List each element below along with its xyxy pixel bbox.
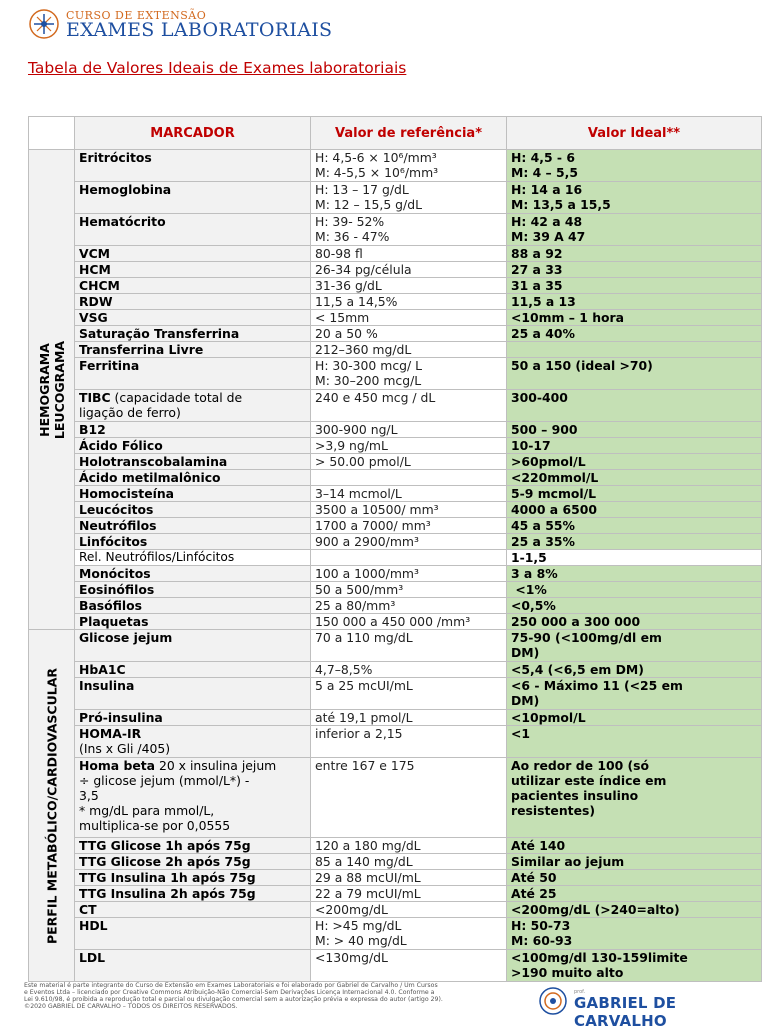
ref-value: 80-98 fl	[311, 246, 507, 262]
brand-prefix: prof.	[574, 989, 586, 995]
table-row	[29, 918, 762, 950]
ref-value	[311, 550, 507, 566]
legal-line: e Eventos Ltda – licenciado por Creative Commons Atribuição-Não Comercial-Sem Derivações Licença Internacional 4.0. Conforme a	[24, 989, 435, 996]
ideal-value: H: 4,5 - 6	[511, 150, 575, 165]
table-row	[29, 518, 762, 534]
table-header-row	[29, 117, 762, 150]
legal-line: Lei 9.610/98, é proibida a reprodução total e parcial ou divulgação comercial sem a autorização prévia e expressa do autor (artigo 29).	[24, 996, 443, 1003]
legal-line: ©2020 GABRIEL DE CARVALHO – TODOS OS DIREITOS RESERVADOS.	[24, 1003, 238, 1010]
ideal-value: H: 50-73	[511, 918, 571, 933]
table-row	[29, 326, 762, 342]
ref-value: M: 30–200 mcg/L	[315, 373, 422, 388]
table-row	[29, 534, 762, 550]
table-row	[29, 838, 762, 854]
ref-value: 70 a 110 mg/dL	[311, 630, 507, 662]
table-row	[29, 310, 762, 326]
ref-value: M: 12 – 15,5 g/dL	[315, 197, 422, 212]
ref-value: 3–14 mcmol/L	[311, 486, 507, 502]
ideal-value: pacientes insulino	[511, 788, 639, 803]
table-row	[29, 662, 762, 678]
marker-cell: Hemoglobina	[75, 182, 311, 214]
table-row	[29, 278, 762, 294]
ideal-value: <100mg/dl 130-159limite	[511, 950, 688, 965]
marker-cell: Ácido Fólico	[75, 438, 311, 454]
table-row	[29, 470, 762, 486]
ideal-value: 25 a 35%	[507, 534, 762, 550]
marker-cell: Pró-insulina	[75, 710, 311, 726]
ideal-value: 45 a 55%	[507, 518, 762, 534]
ref-value: <200mg/dL	[311, 902, 507, 918]
table-row	[29, 902, 762, 918]
course-line: CURSO DE EXTENSÃO	[66, 9, 207, 22]
ideal-value: 50 a 150 (ideal >70)	[507, 358, 762, 390]
ideal-value: Similar ao jejum	[507, 854, 762, 870]
table-row	[29, 550, 762, 566]
ideal-value: 1-1,5	[507, 550, 762, 566]
marker-cell: Homocisteína	[75, 486, 311, 502]
section-label-perfil: PERFIL METABÓLICO/CARDIOVASCULAR	[44, 667, 59, 944]
table-row	[29, 246, 762, 262]
table-row	[29, 454, 762, 470]
table-row	[29, 150, 762, 182]
marker-cell: Hematócrito	[75, 214, 311, 246]
ref-value: 31-36 g/dL	[311, 278, 507, 294]
ref-value: entre 167 e 175	[311, 758, 507, 838]
ideal-value: DM)	[511, 645, 540, 660]
marker-note-line: ÷ glicose jejum (mmol/L*) -	[79, 773, 250, 788]
ref-value: 1700 a 7000/ mm³	[311, 518, 507, 534]
ref-value: H: 30-300 mcg/ L	[315, 358, 423, 373]
marker-cell: VCM	[75, 246, 311, 262]
table-row	[29, 758, 762, 838]
table-row	[29, 870, 762, 886]
ideal-value: <0,5%	[507, 598, 762, 614]
marker-cell: Eosinófilos	[75, 582, 311, 598]
ideal-value: 3 a 8%	[507, 566, 762, 582]
marker-cell: Holotranscobalamina	[75, 454, 311, 470]
lab-values-table	[28, 116, 762, 982]
marker-cell: TTG Insulina 2h após 75g	[75, 886, 311, 902]
table-row	[29, 438, 762, 454]
corner-cell	[29, 117, 75, 150]
ref-value: até 19,1 pmol/L	[311, 710, 507, 726]
table-row	[29, 854, 762, 870]
brand-name: GABRIEL DE CARVALHO	[574, 994, 677, 1030]
ideal-value: 27 a 33	[507, 262, 762, 278]
marker-cell: Saturação Transferrina	[75, 326, 311, 342]
marker-cell: Homa beta	[79, 758, 156, 773]
table-row	[29, 582, 762, 598]
ideal-value: <10mm – 1 hora	[507, 310, 762, 326]
ideal-value: utilizar este índice em	[511, 773, 667, 788]
table-row	[29, 710, 762, 726]
ref-value: 212–360 mg/dL	[311, 342, 507, 358]
marker-cell: HDL	[75, 918, 311, 950]
ideal-value: 5-9 mcmol/L	[507, 486, 762, 502]
ideal-value: H: 42 a 48	[511, 214, 583, 229]
ideal-value: 25 a 40%	[507, 326, 762, 342]
marker-cell: HbA1C	[75, 662, 311, 678]
ref-value: inferior a 2,15	[311, 726, 507, 758]
marker-cell: Transferrina Livre	[75, 342, 311, 358]
table-row	[29, 678, 762, 710]
ref-value: 3500 a 10500/ mm³	[311, 502, 507, 518]
marker-note: 20 x insulina jejum	[155, 758, 277, 773]
ref-value: 20 a 50 %	[311, 326, 507, 342]
ref-value: H: 13 – 17 g/dL	[315, 182, 409, 197]
marker-note-line: 3,5	[79, 788, 99, 803]
marker-note-line: ligação de ferro)	[79, 405, 181, 420]
ideal-value: 11,5 a 13	[507, 294, 762, 310]
ideal-value: M: 13,5 a 15,5	[511, 197, 611, 212]
table-row	[29, 422, 762, 438]
table-row	[29, 262, 762, 278]
ideal-value: Até 25	[507, 886, 762, 902]
marker-cell: CT	[75, 902, 311, 918]
ref-value: H: >45 mg/dL	[315, 918, 402, 933]
marker-cell: Basófilos	[75, 598, 311, 614]
page-title: Tabela de Valores Ideais de Exames laboratoriais	[28, 59, 407, 77]
marker-cell: VSG	[75, 310, 311, 326]
ref-value: 900 a 2900/mm³	[311, 534, 507, 550]
table-row	[29, 502, 762, 518]
marker-cell: Ácido metilmalônico	[75, 470, 311, 486]
ref-value: 240 e 450 mcg / dL	[311, 390, 507, 422]
marker-note-line: * mg/dL para mmol/L,	[79, 803, 215, 818]
table-row	[29, 182, 762, 214]
ideal-value: Até 140	[507, 838, 762, 854]
marker-cell: Leucócitos	[75, 502, 311, 518]
table-row	[29, 614, 762, 630]
ref-value: 300-900 ng/L	[311, 422, 507, 438]
legal-line: Este material é parte integrante do Curso de Extensão em Exames Laboratoriais e foi elaborado por Gabriel de Carvalho / Um Cursos	[24, 982, 438, 989]
ideal-value: 88 a 92	[507, 246, 762, 262]
marker-cell: Plaquetas	[75, 614, 311, 630]
ideal-value: 250 000 a 300 000	[507, 614, 762, 630]
ideal-value: >190 muito alto	[511, 965, 624, 980]
column-header-ideal: Valor Ideal**	[507, 117, 762, 150]
marker-cell: CHCM	[75, 278, 311, 294]
ref-value: > 50.00 pmol/L	[311, 454, 507, 470]
ideal-value: <1%	[507, 582, 762, 598]
section-label-leucograma: LEUCOGRAMA	[51, 340, 67, 439]
column-header-marker: MARCADOR	[75, 117, 311, 150]
ideal-value	[507, 342, 762, 358]
section-perfil	[29, 630, 75, 982]
marker-cell: HCM	[75, 262, 311, 278]
ideal-value: <5,4 (<6,5 em DM)	[507, 662, 762, 678]
marker-cell: Insulina	[75, 678, 311, 710]
ref-value: H: 39- 52%	[315, 214, 385, 229]
ideal-value: 75-90 (<100mg/dl em	[511, 630, 662, 645]
ideal-value: <1	[507, 726, 762, 758]
marker-note-line: multiplica-se por 0,0555	[79, 818, 231, 833]
ideal-value: resistentes)	[511, 803, 596, 818]
ref-value: 85 a 140 mg/dL	[311, 854, 507, 870]
ref-value	[311, 470, 507, 486]
table-row	[29, 886, 762, 902]
brand-logo-icon	[538, 986, 568, 1016]
ideal-value: H: 14 a 16	[511, 182, 583, 197]
marker-cell: TTG Insulina 1h após 75g	[75, 870, 311, 886]
ideal-value: M: 4 – 5,5	[511, 165, 578, 180]
marker-note: (capacidade total de	[110, 390, 243, 405]
ideal-value: <10pmol/L	[507, 710, 762, 726]
marker-cell: Neutrófilos	[75, 518, 311, 534]
column-header-reference: Valor de referência*	[311, 117, 507, 150]
table-row	[29, 214, 762, 246]
ref-value: 29 a 88 mcUI/mL	[311, 870, 507, 886]
ref-value: M: 4-5,5 × 10⁶/mm³	[315, 165, 439, 180]
ref-value: 25 a 80/mm³	[311, 598, 507, 614]
ref-value: 120 a 180 mg/dL	[311, 838, 507, 854]
ref-value: < 15mm	[311, 310, 507, 326]
ref-value: 22 a 79 mcUI/mL	[311, 886, 507, 902]
ref-value: 50 a 500/mm³	[311, 582, 507, 598]
ref-value: 100 a 1000/mm³	[311, 566, 507, 582]
ideal-value: Até 50	[507, 870, 762, 886]
marker-cell: LDL	[75, 950, 311, 982]
ideal-value: <200mg/dL (>240=alto)	[507, 902, 762, 918]
table-row	[29, 726, 762, 758]
legal-notice	[24, 982, 524, 1010]
marker-cell: Eritrócitos	[75, 150, 311, 182]
table-row	[29, 358, 762, 390]
ref-value: 4,7–8,5%	[311, 662, 507, 678]
ref-value: 150 000 a 450 000 /mm³	[311, 614, 507, 630]
section-hemograma	[29, 150, 75, 630]
marker-cell: Rel. Neutrófilos/Linfócitos	[75, 550, 311, 566]
ref-value: 11,5 a 14,5%	[311, 294, 507, 310]
ref-value: 5 a 25 mcUI/mL	[311, 678, 507, 710]
ref-value: <130mg/dL	[311, 950, 507, 982]
ideal-value: 4000 a 6500	[507, 502, 762, 518]
ideal-value: >60pmol/L	[507, 454, 762, 470]
ideal-value: M: 39 A 47	[511, 229, 586, 244]
marker-cell: Linfócitos	[75, 534, 311, 550]
marker-cell: TIBC	[79, 390, 111, 405]
ref-value: 26-34 pg/célula	[311, 262, 507, 278]
table-row	[29, 950, 762, 982]
marker-cell: HOMA-IR	[79, 726, 142, 741]
marker-cell: Glicose jejum	[75, 630, 311, 662]
ideal-value: Ao redor de 100 (só	[511, 758, 650, 773]
ideal-value: 300-400	[507, 390, 762, 422]
ideal-value: 500 – 900	[507, 422, 762, 438]
marker-cell: Monócitos	[75, 566, 311, 582]
marker-cell: RDW	[75, 294, 311, 310]
ideal-value: DM)	[511, 693, 540, 708]
table-row	[29, 342, 762, 358]
ref-value: M: 36 - 47%	[315, 229, 390, 244]
marker-note-line: (Ins x Gli /405)	[79, 741, 171, 756]
ref-value: H: 4,5-6 × 10⁶/mm³	[315, 150, 437, 165]
course-name: EXAMES LABORATORIAIS	[66, 19, 333, 41]
table-row	[29, 486, 762, 502]
ideal-value: 10-17	[507, 438, 762, 454]
ideal-value: 31 a 35	[507, 278, 762, 294]
table-row	[29, 566, 762, 582]
course-logo-icon	[28, 8, 60, 40]
marker-cell: Ferritina	[75, 358, 311, 390]
ref-value: >3,9 ng/mL	[311, 438, 507, 454]
marker-cell: TTG Glicose 1h após 75g	[75, 838, 311, 854]
table-row	[29, 630, 762, 662]
ideal-value: M: 60-93	[511, 933, 573, 948]
ref-value: M: > 40 mg/dL	[315, 933, 407, 948]
table-row	[29, 598, 762, 614]
marker-cell: TTG Glicose 2h após 75g	[75, 854, 311, 870]
table-row	[29, 294, 762, 310]
table-row	[29, 390, 762, 422]
section-label-hemograma: HEMOGRAMA	[36, 342, 52, 437]
ideal-value: <6 - Máximo 11 (<25 em	[511, 678, 683, 693]
ideal-value: <220mmol/L	[507, 470, 762, 486]
marker-cell: B12	[75, 422, 311, 438]
